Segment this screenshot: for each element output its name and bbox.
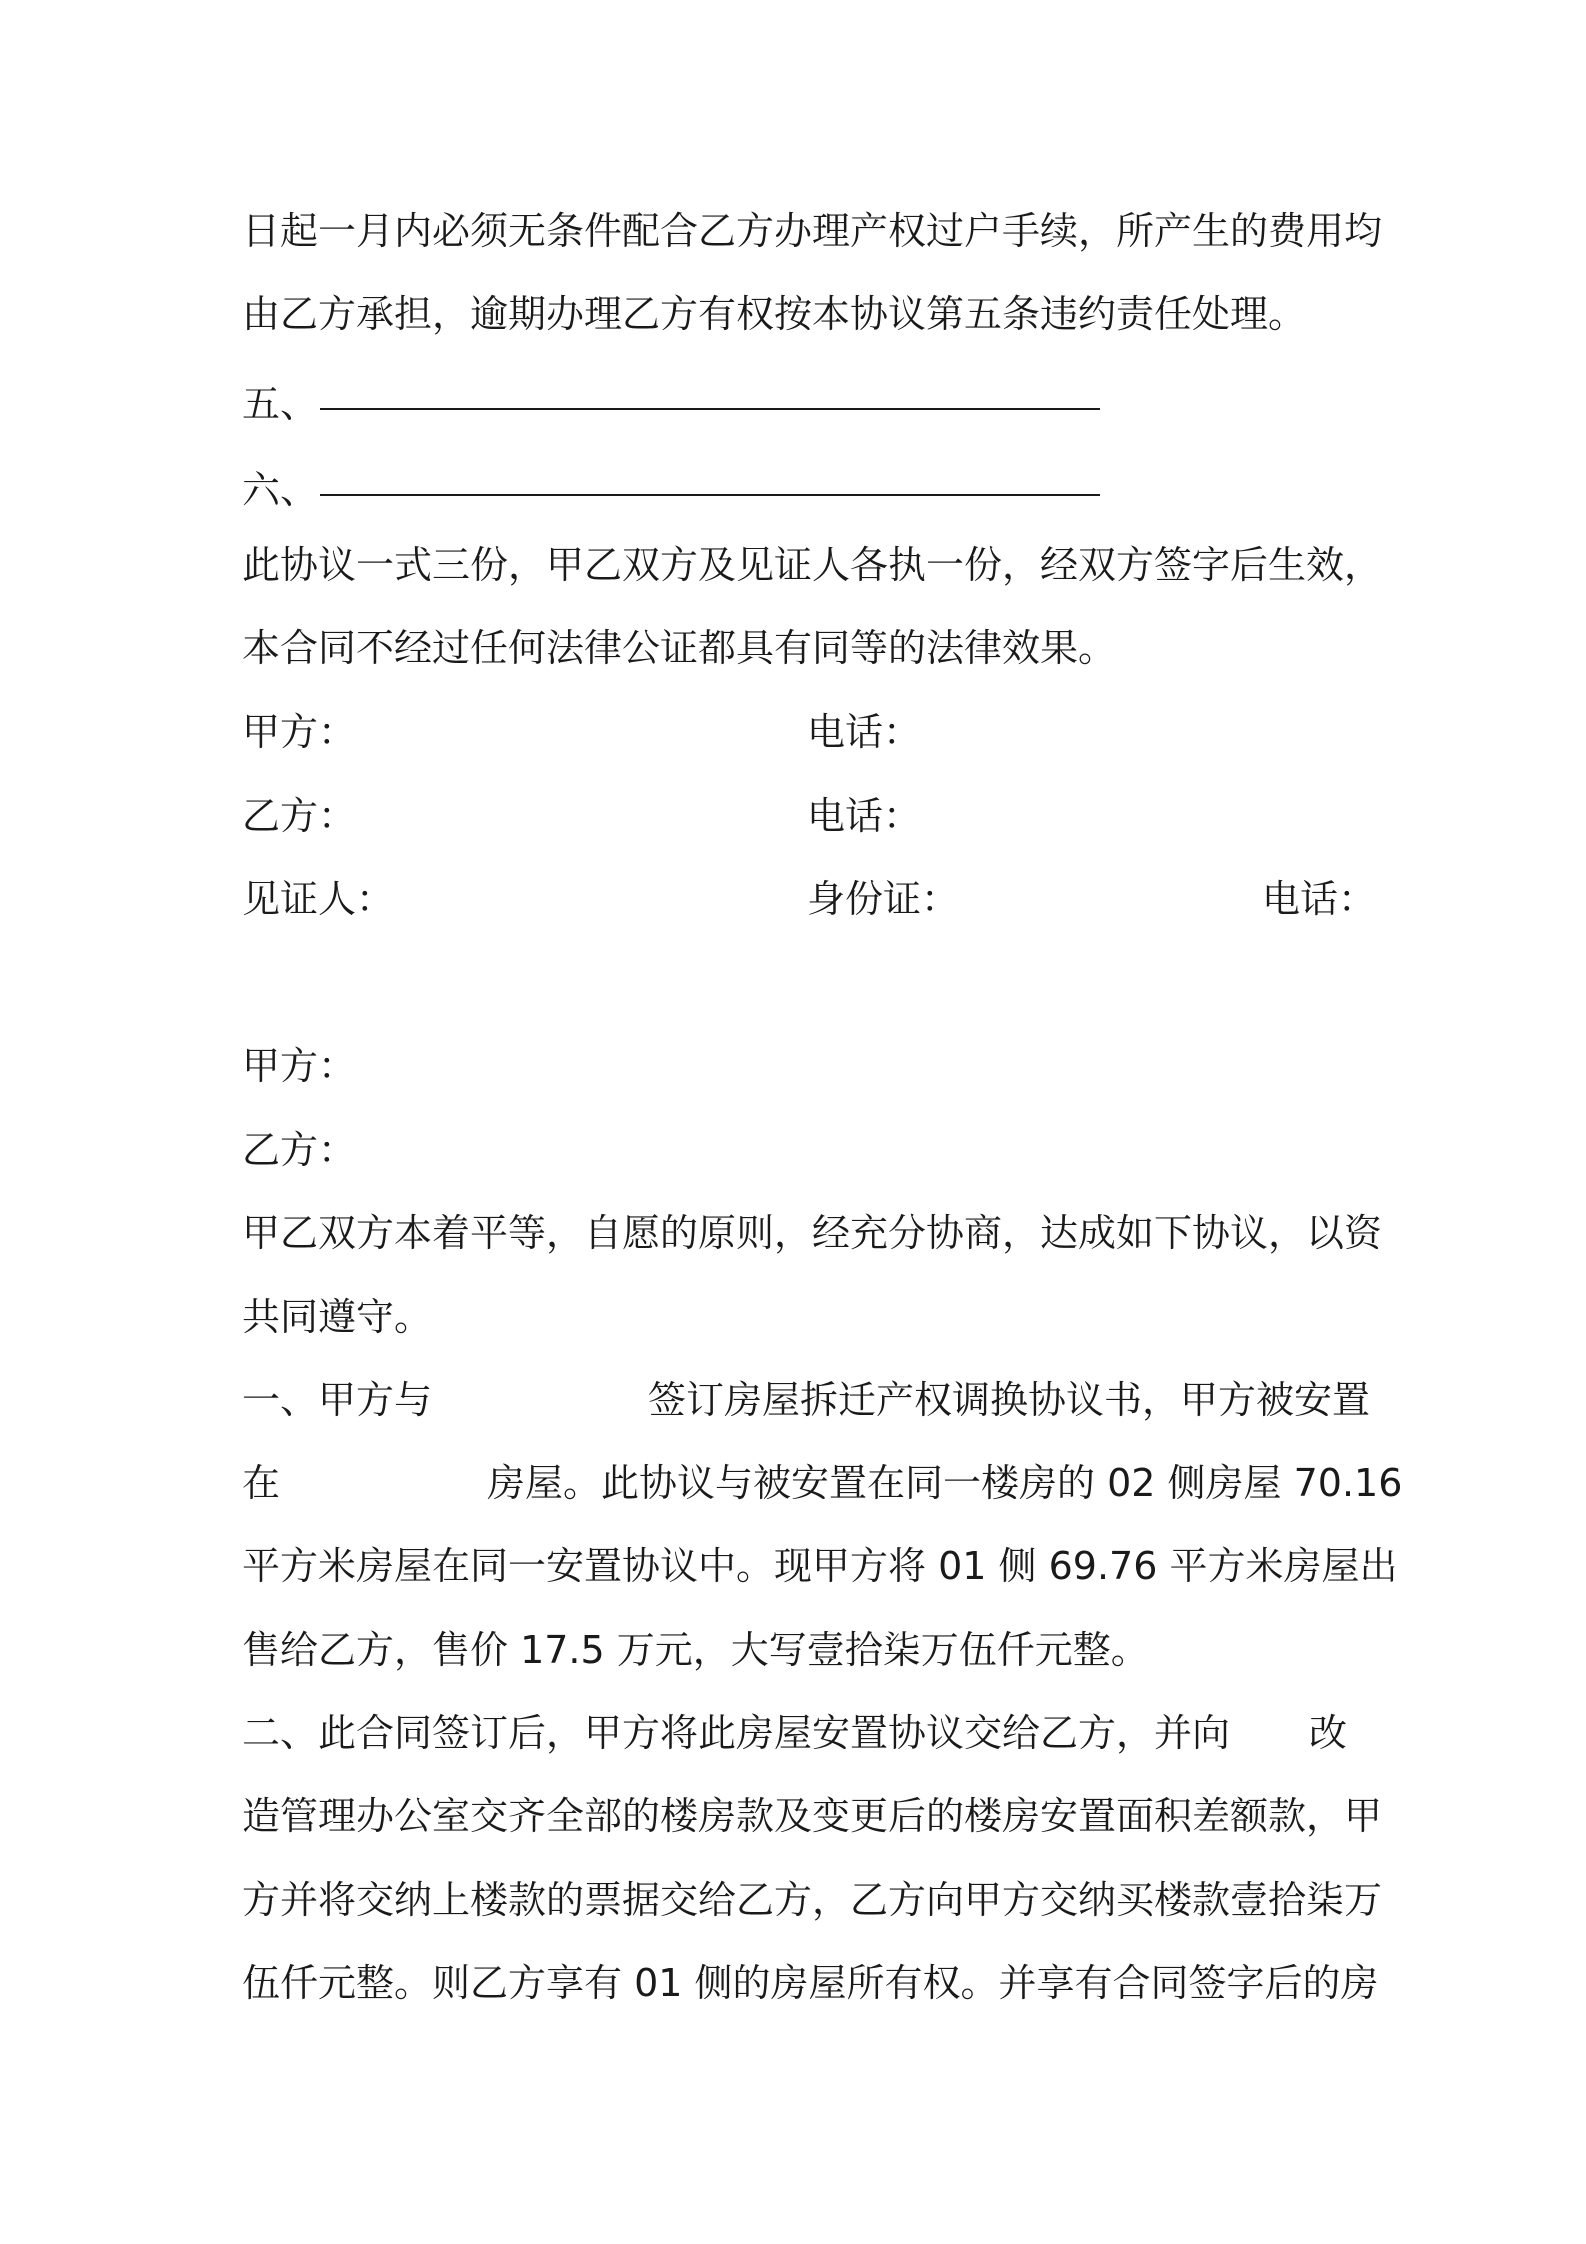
signature-row-witness xyxy=(242,857,1377,941)
witness-id-label: 身份证： xyxy=(807,877,960,921)
clause-two-line xyxy=(242,1691,1362,1775)
witness-phone-label: 电话： xyxy=(1262,877,1377,921)
text-line: 本合同不经过任何法律公证都具有同等的法律效果。 xyxy=(242,626,1117,670)
clause-one-rest: 签订房屋拆迁产权调换协议书，甲方被安置 xyxy=(648,1378,1371,1422)
clause-five-label: 五、 xyxy=(242,382,319,426)
text-line: 甲乙双方本着平等，自愿的原则，经充分协商，达成如下协议，以资 xyxy=(242,1211,1383,1255)
text-line: 此协议一式三份，甲乙双方及见证人各执一份，经双方签字后生效， xyxy=(242,543,1383,587)
signature-row-party-a xyxy=(242,690,1362,774)
clause-five xyxy=(242,362,1362,446)
clause-two-start: 二、此合同签订后，甲方将此房屋安置协议交给乙方，并向 xyxy=(242,1711,1231,1755)
clause-one-start: 一、甲方与 xyxy=(242,1378,433,1422)
text-line: 售给乙方，售价 17.5 万元，大写壹拾柒万伍仟元整。 xyxy=(242,1628,1149,1672)
text-line: 造管理办公室交齐全部的楼房款及变更后的楼房安置面积差额款，甲 xyxy=(242,1794,1383,1838)
party-a-phone-label: 电话： xyxy=(807,710,922,754)
clause-six-label: 六、 xyxy=(242,468,319,512)
text-line: 方并将交纳上楼款的票据交给乙方，乙方向甲方交纳买楼款壹拾柒万 xyxy=(242,1878,1383,1922)
section2-party-a-label: 甲方： xyxy=(242,1044,357,1088)
clause-five-blank xyxy=(320,362,1100,410)
clause-two-end: 改 xyxy=(1309,1711,1348,1755)
section2-party-b-label: 乙方： xyxy=(242,1128,357,1172)
text-line: 日起一月内必须无条件配合乙方办理产权过户手续，所产生的费用均 xyxy=(242,209,1383,253)
party-a-label: 甲方： xyxy=(242,710,357,754)
text-line: 平方米房屋在同一安置协议中。现甲方将 01 侧 69.76 平方米房屋出 xyxy=(242,1544,1398,1588)
text-line: 由乙方承担，逾期办理乙方有权按本协议第五条违约责任处理。 xyxy=(242,292,1307,336)
text-line: 伍仟元整。则乙方享有 01 侧的房屋所有权。并享有合同签字后的房 xyxy=(242,1961,1379,2005)
clause-one-rest: 房屋。此协议与被安置在同一楼房的 02 侧房屋 70.16 xyxy=(487,1461,1403,1505)
party-b-label: 乙方： xyxy=(242,794,357,838)
clause-six-blank xyxy=(320,448,1100,496)
clause-six xyxy=(242,448,1362,532)
signature-row-party-b xyxy=(242,774,1362,858)
clause-one-start: 在 xyxy=(242,1461,281,1505)
text-line: 共同遵守。 xyxy=(242,1295,433,1339)
clause-one-line xyxy=(242,1358,1371,1442)
witness-label: 见证人： xyxy=(242,877,395,921)
clause-one-line xyxy=(242,1441,1403,1525)
party-b-phone-label: 电话： xyxy=(807,794,922,838)
